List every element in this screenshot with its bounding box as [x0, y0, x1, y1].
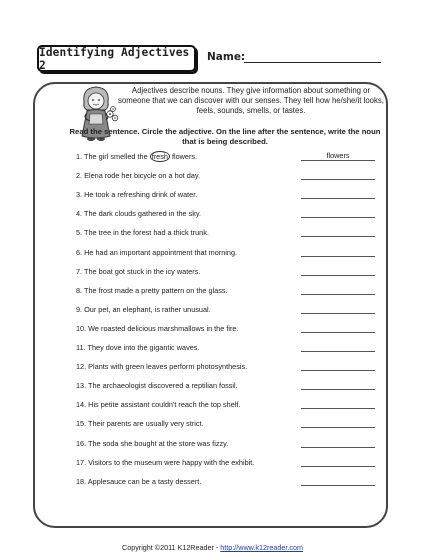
sentence-item [76, 380, 386, 392]
sentence-item [76, 476, 386, 488]
answer-line[interactable] [301, 313, 375, 314]
answer-line[interactable] [301, 427, 375, 428]
answer-line[interactable] [301, 179, 375, 180]
example-answer: flowers [326, 151, 350, 160]
worksheet-title: Identifying Adjectives 2 [37, 45, 196, 72]
sentence-text: 3. He took a refreshing drink of water. [76, 190, 198, 200]
answer-line[interactable] [301, 389, 375, 390]
sentence-item [76, 323, 386, 335]
sentence-text: 6. He had an important appointment that morning. [76, 247, 238, 257]
sentence-text: 10. We roasted delicious marshmallows in the fire. [76, 323, 239, 333]
sentence-text: 4. The dark clouds gathered in the sky. [76, 209, 202, 219]
sentence-item [76, 438, 386, 450]
circled-adjective: fresh [151, 152, 168, 161]
answer-line[interactable] [301, 294, 375, 295]
copyright-text: Copyright ©2011 K12Reader - [122, 543, 221, 552]
sentence-text: 9. Our pet, an elephant, is rather unusual. [76, 304, 211, 314]
sentence-text: 14. His petite assistant couldn't reach the top shelf. [76, 400, 241, 410]
answer-line[interactable] [301, 408, 375, 409]
name-line [244, 62, 381, 63]
k12reader-link[interactable]: http://www.k12reader.com [220, 543, 303, 552]
sentence-item [76, 285, 386, 297]
answer-line[interactable] [301, 466, 375, 467]
example-before: 1. The girl smelled the [76, 152, 150, 161]
intro-paragraph: Adjectives describe nouns. They give information about something or someone that we can discover with our senses. They tell how he/she/it looks, feels, sounds, smells, or tastes. [118, 86, 384, 116]
sentence-item [76, 170, 386, 182]
sentence-text: 8. The frost made a pretty pattern on the glass. [76, 285, 228, 295]
sentence-item [76, 342, 386, 354]
sentence-text: 11. They dove into the gigantic waves. [76, 343, 200, 352]
sentence-item [76, 457, 386, 469]
sentence-item [76, 227, 386, 239]
name-label: Name: [207, 51, 246, 63]
sentence-text: 18. Applesauce can be a tasty dessert. [76, 476, 202, 486]
answer-line[interactable] [301, 275, 375, 276]
answer-line[interactable] [301, 256, 375, 257]
example-item [76, 151, 386, 163]
sentence-text: 5. The tree in the forest had a thick trunk. [76, 228, 209, 238]
answer-line[interactable] [301, 351, 375, 352]
answer-line [301, 160, 375, 161]
sentence-text: 15. Their parents are usually very strict. [76, 419, 204, 429]
sentence-item [76, 418, 386, 430]
example-sentence [76, 151, 197, 163]
sentence-text: 12. Plants with green leaves perform photosynthesis. [76, 362, 248, 372]
answer-line[interactable] [301, 447, 375, 448]
sentence-item [76, 189, 386, 201]
sentence-item [76, 361, 386, 373]
sentence-text: 16. The soda she bought at the store was fizzy. [76, 438, 229, 448]
answer-line[interactable] [301, 332, 375, 333]
sentence-text: 13. The archaeologist discovered a reptilian fossil. [76, 381, 238, 391]
sentence-item [76, 247, 386, 259]
sentence-item [76, 399, 386, 411]
example-after: flowers. [169, 152, 198, 161]
footer [0, 543, 425, 552]
sentence-item [76, 304, 386, 316]
answer-line[interactable] [301, 370, 375, 371]
answer-line[interactable] [301, 485, 375, 486]
sentence-text: 17. Visitors to the museum were happy with the exhibit. [76, 457, 255, 467]
sentence-text: 7. The boat got stuck in the icy waters. [76, 266, 201, 276]
instructions: Read the sentence. Circle the adjective. On the line after the sentence, write the noun that is being described. [69, 127, 381, 147]
sentence-item [76, 266, 386, 278]
sentence-text: 2. Elena rode her bicycle on a hot day. [76, 171, 200, 181]
answer-line[interactable] [301, 236, 375, 237]
answer-line[interactable] [301, 198, 375, 199]
answer-line[interactable] [301, 217, 375, 218]
sentence-item [76, 208, 386, 220]
